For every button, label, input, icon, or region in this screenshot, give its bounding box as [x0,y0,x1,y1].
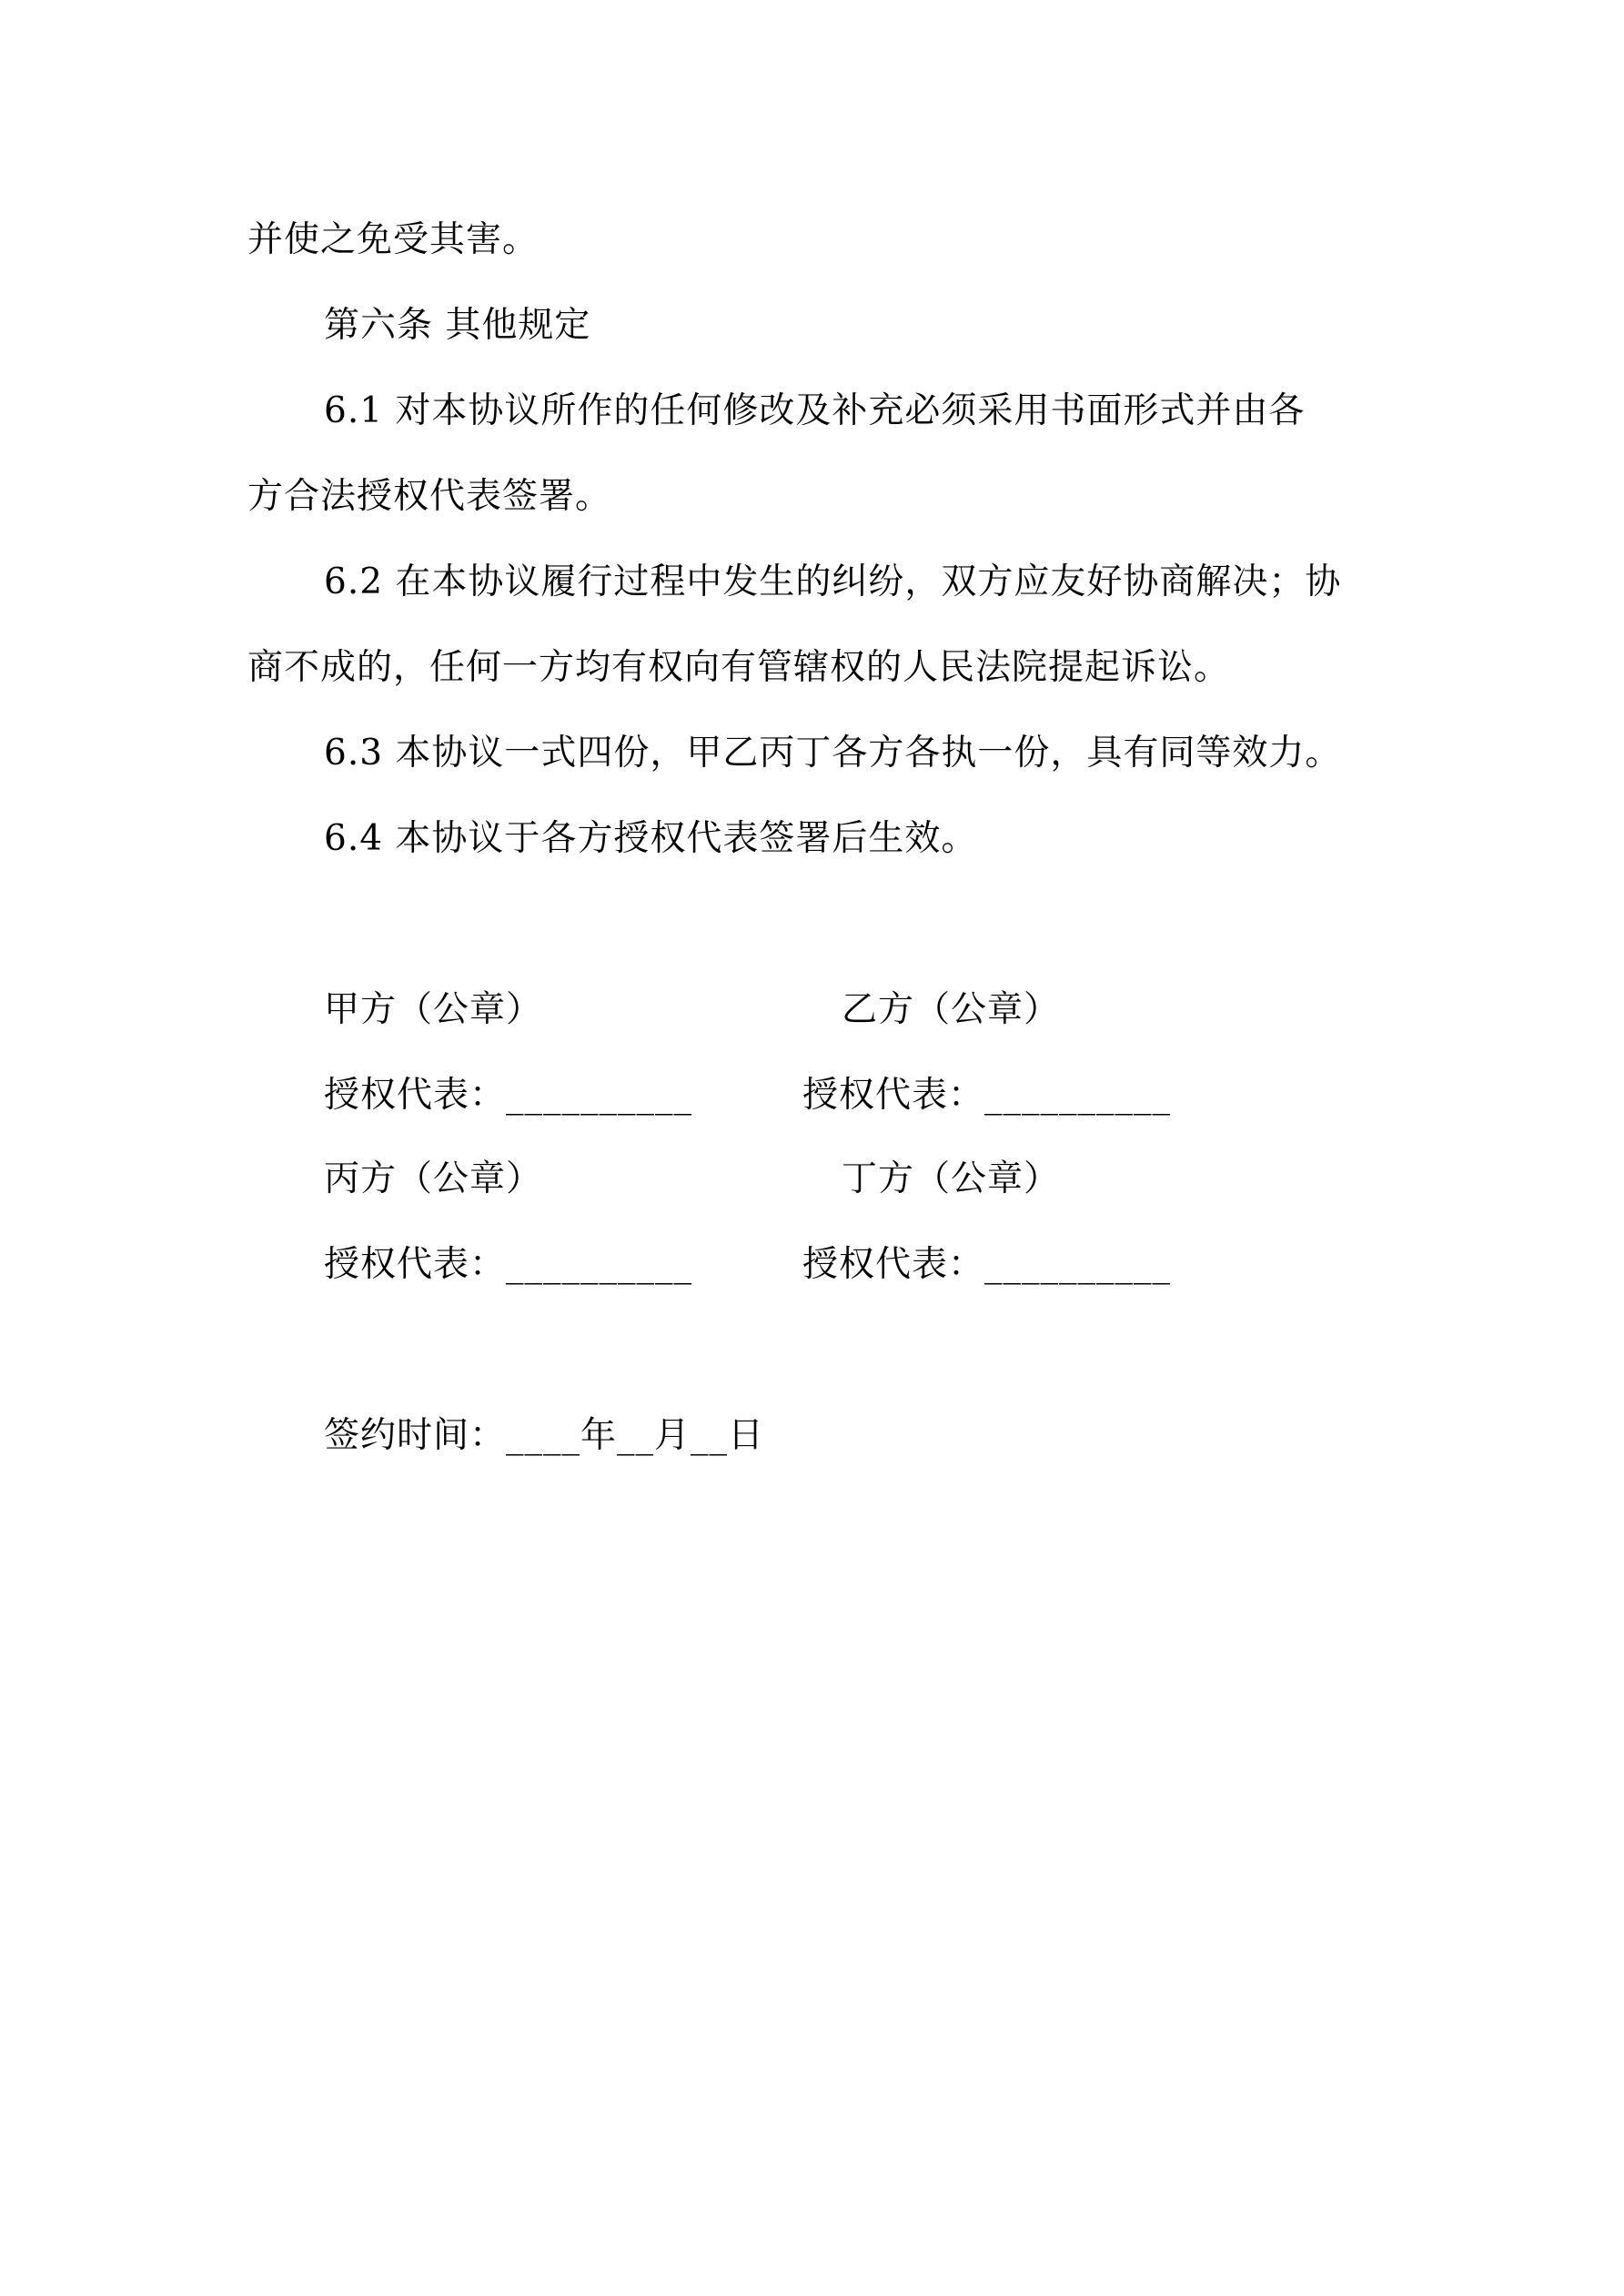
party-a-seal: 甲方（公章） [324,989,543,1030]
party-c-seal: 丙方（公章） [324,1158,543,1199]
clause-6-2-line-2: 商不成的，任何一方均有权向有管辖权的人民法院提起诉讼。 [247,647,1231,688]
clause-6-1-line-2: 方合法授权代表签署。 [247,476,612,517]
party-d-seal: 丁方（公章） [842,1158,1061,1199]
article-heading: 第六条 其他规定 [324,305,591,346]
party-c-representative: 授权代表：__________ [324,1244,693,1285]
signing-date: 签约时间：____年__月__日 [324,1415,765,1456]
party-d-representative: 授权代表：__________ [802,1244,1172,1285]
clause-6-4: 6.4 本协议于各方授权代表签署后生效。 [324,818,978,859]
clause-6-1-line-1: 6.1 对本协议所作的任何修改及补充必须采用书面形式并由各 [324,390,1306,431]
clause-6-2-line-1: 6.2 在本协议履行过程中发生的纠纷，双方应友好协商解决；协 [324,561,1342,602]
party-b-representative: 授权代表：__________ [802,1075,1172,1116]
party-a-representative: 授权代表：__________ [324,1075,693,1116]
continuation-text: 并使之免受其害。 [247,219,540,260]
party-b-seal: 乙方（公章） [842,989,1061,1030]
clause-6-3: 6.3 本协议一式四份，甲乙丙丁各方各执一份，具有同等效力。 [324,733,1342,774]
